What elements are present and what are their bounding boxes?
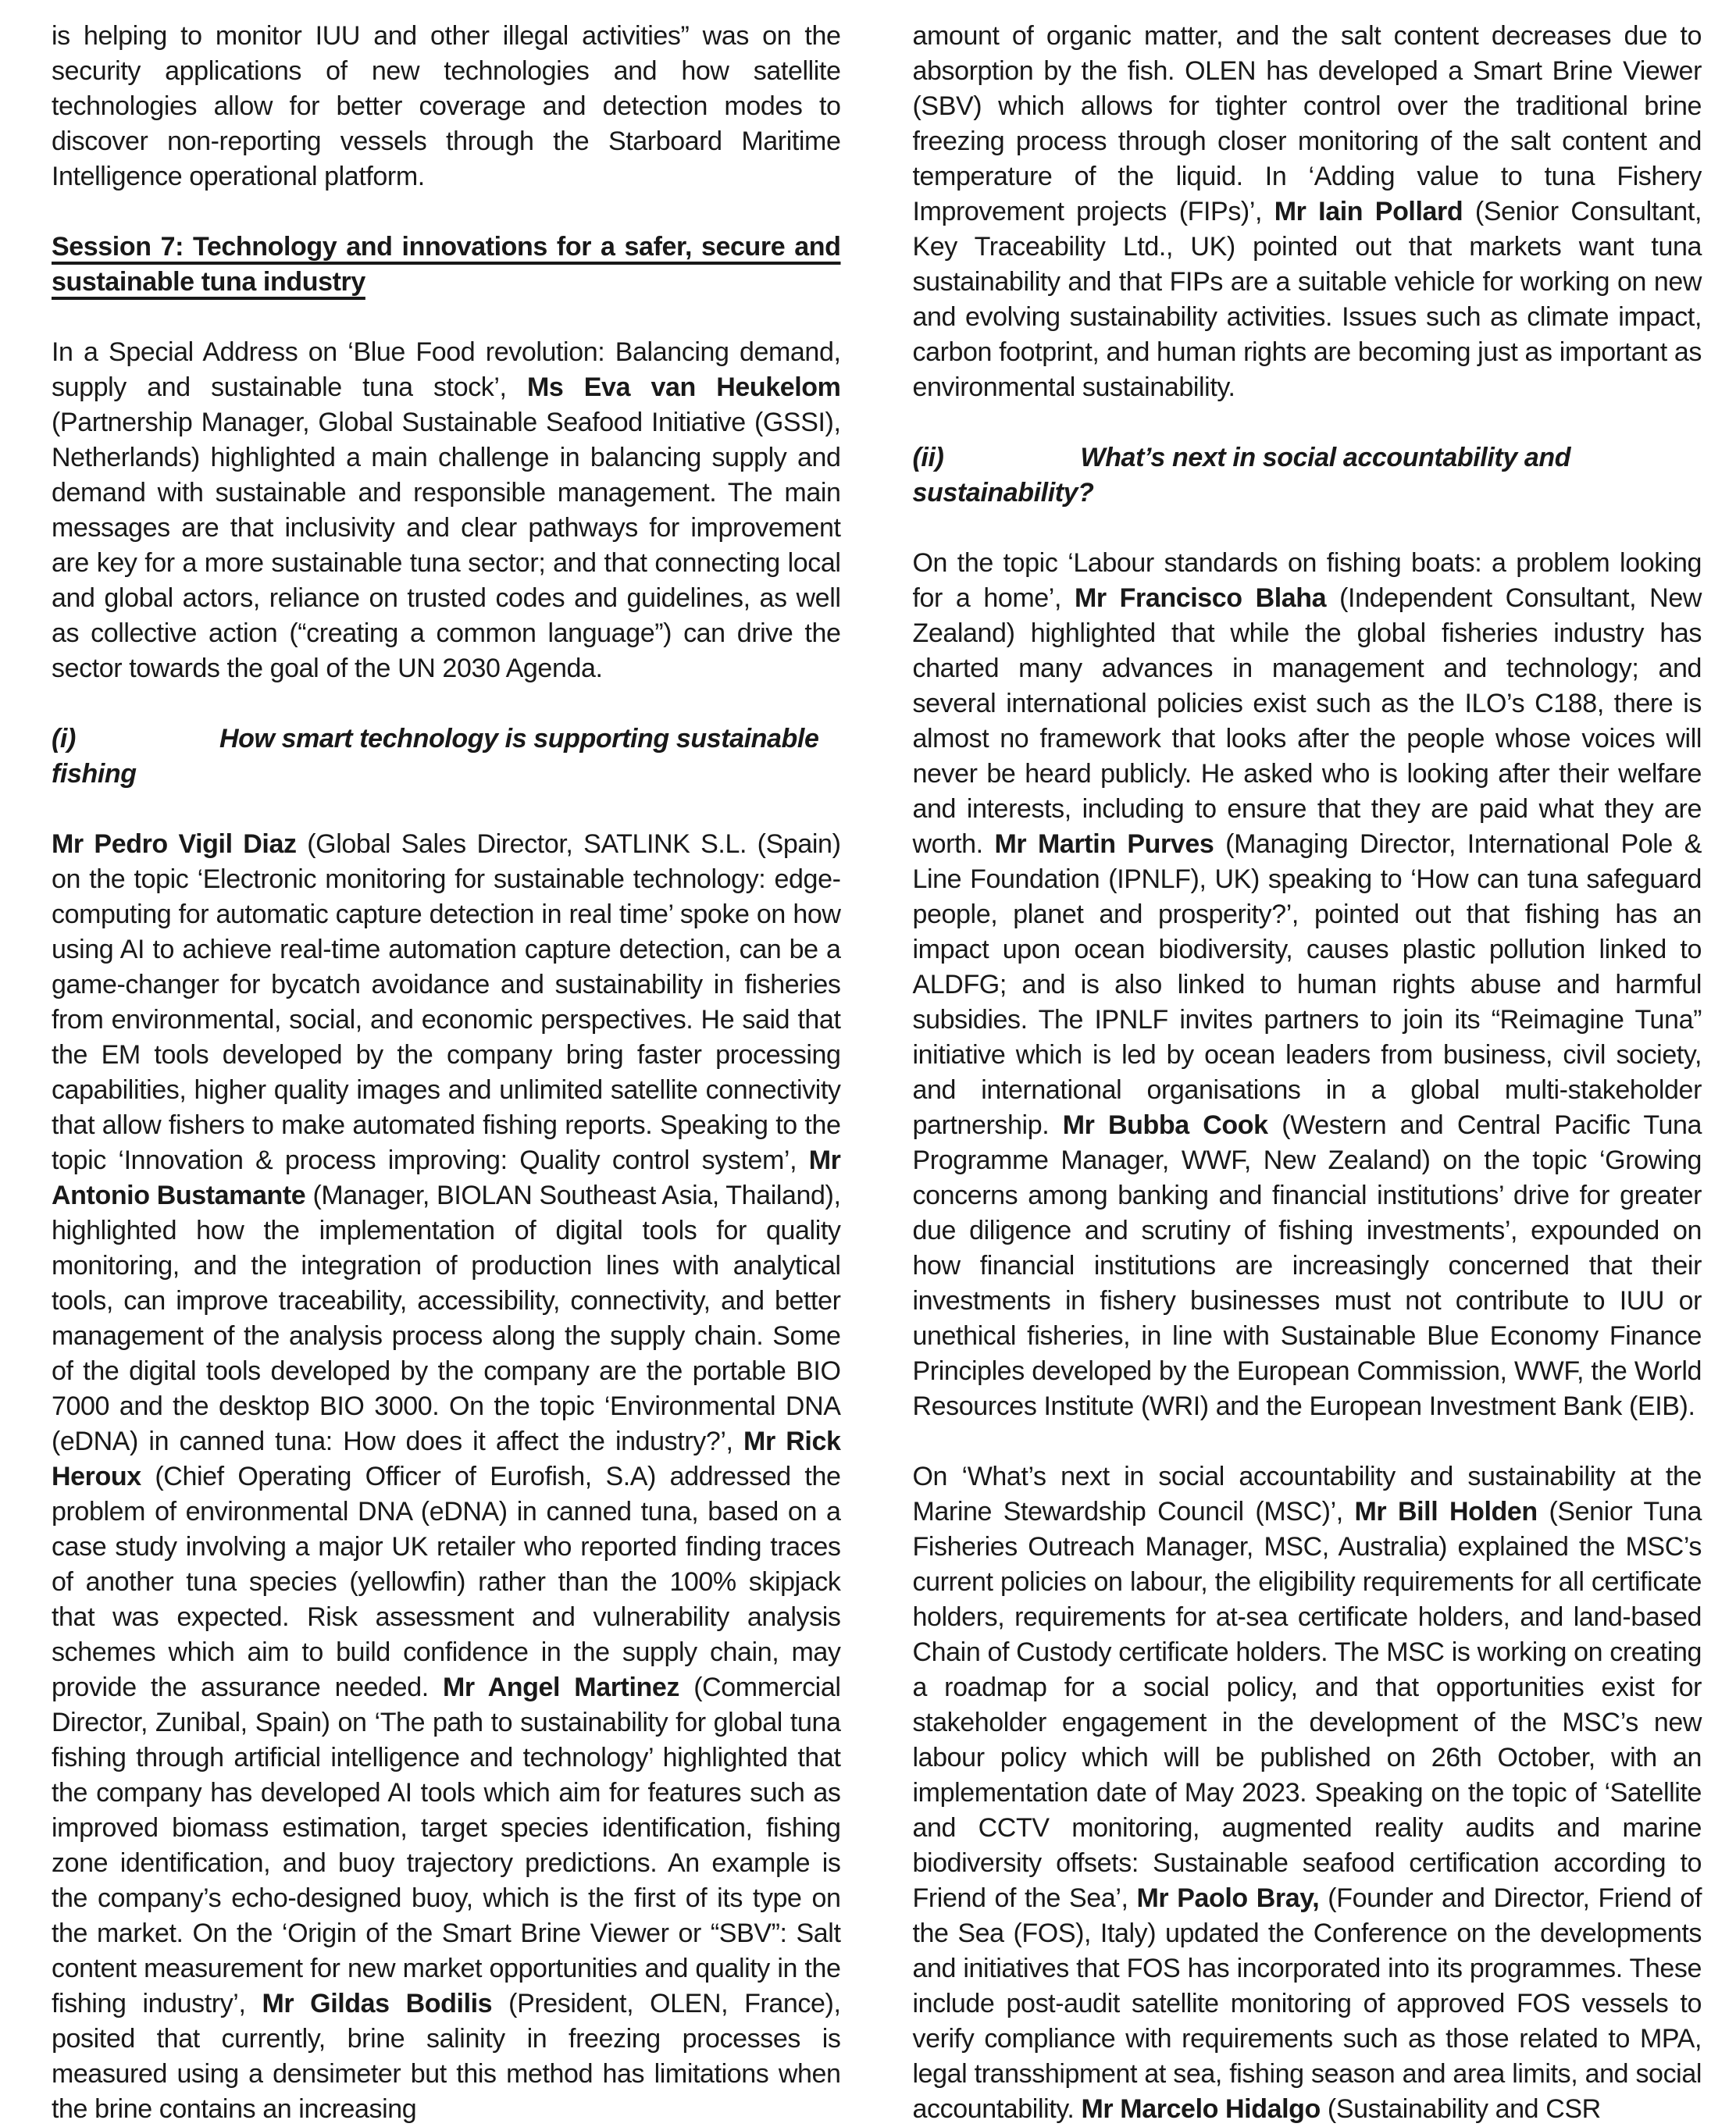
emphasis-text-run: Mr Gildas Bodilis [262, 1989, 493, 2018]
column-right [912, 19, 1702, 2124]
paragraph [913, 1459, 1702, 2127]
text-run: On the topic ‘Labour standards on fishing boats: a problem looking for a home’, [912, 548, 1702, 613]
paragraph [913, 546, 1702, 1424]
emphasis-text-run: Mr Angel Martinez [442, 1673, 680, 1702]
paragraph [52, 827, 841, 2127]
text-run: In a Special Address on ‘Blue Food revolution: Balancing demand, supply and sustainable tuna stock’, [52, 337, 841, 402]
text-run: (Independent Consultant, New Zealand) highlighted that while the global fisheries industry has charted many advances in management and technology; and several international policies exist such as the ILO’s C188, there is almost no framework that looks after the people whose voices will never be heard publicly. He asked who is looking after their welfare and interests, including to ensure that they are paid what they are worth. [912, 583, 1702, 859]
text-run: amount of organic matter, and the salt content decreases due to absorption by the fish. OLEN has developed a Smart Brine Viewer (SBV) which allows for tighter control over the traditional brine freezing process through closer monitoring of the salt content and temperature of the liquid. In ‘Adding value to tuna Fishery Improvement projects (FIPs)’, [912, 21, 1702, 226]
emphasis-text-run: Mr Bill Holden [1354, 1497, 1538, 1527]
emphasis-text-run: What’s next in social accountability and sustainability? [912, 443, 1571, 508]
text-run: (Senior Tuna Fisheries Outreach Manager, MSC, Australia) explained the MSC’s current policies on labour, the eligibility requirements for all certificate holders, requirements for at-sea certificate holders, and land-based Chain of Custody certificate holders. The MSC is working on creating a roadmap for a social policy, and that opportunities exist for stakeholder engagement in the development of the MSC’s new labour policy which will be published on 26th October, with an implementation date of May 2023. Speaking on the topic of ‘Satellite and CCTV monitoring, augmented reality audits and marine biodiversity offsets: Sustainable seafood certification according to Friend of the Sea’, [912, 1497, 1702, 1913]
subheading [52, 721, 841, 792]
subheading-label: (i) [52, 724, 76, 754]
text-run: is helping to monitor IUU and other illegal activities” was on the security applications of new technologies and how satellite technologies allow for better coverage and detection modes to discover non-reporting vessels through the Starboard Maritime Intelligence operational platform. [52, 21, 841, 191]
text-run: (Founder and Director, Friend of the Sea (FOS), Italy) updated the Conference on the developments and initiatives that FOS has incorporated into its programmes. These include post-audit satellite monitoring of approved FOS vessels to verify compliance with requirements such as those related to MPA, legal transshipment at sea, fishing season and area limits, and social accountability. [912, 1883, 1702, 2124]
emphasis-text-run: Mr Rick Heroux [52, 1427, 841, 1491]
emphasis-text-run: Session 7: Technology and innovations for a safer, secure and sustainable tuna industry [52, 232, 841, 297]
text-run: (Global Sales Director, SATLINK S.L. (Spain) on the topic ‘Electronic monitoring for sustainable technology: edge-computing for automatic capture detection in real time’ spoke on how using AI to achieve real-time automation capture detection, can be a game-changer for bycatch avoidance and sustainability in fisheries from environmental, social, and economic perspectives. He said that the EM tools developed by the company bring faster processing capabilities, higher quality images and unlimited satellite connectivity that allow fishers to make automated fishing reports. Speaking to the topic ‘Innovation & process improving: Quality control system’, [52, 829, 841, 1175]
emphasis-text-run: Mr Martin Purves [994, 829, 1214, 859]
emphasis-text-run: Ms Eva van Heukelom [526, 372, 841, 402]
emphasis-text-run: Mr Antonio Bustamante [52, 1145, 841, 1210]
emphasis-text-run: Mr Iain Pollard [1274, 197, 1463, 226]
text-run: On ‘What’s next in social accountability and sustainability at the Marine Stewardship Council (MSC)’, [912, 1462, 1702, 1527]
text-run: (Manager, BIOLAN Southeast Asia, Thailand), highlighted how the implementation of digital tools for quality monitoring, and the integration of production lines with analytical tools, can improve traceability, accessibility, connectivity, and better management of the analysis process along the supply chain. Some of the digital tools developed by the company are the portable BIO 7000 and the desktop BIO 3000. On the topic ‘Environmental DNA (eDNA) in canned tuna: How does it affect the industry?’, [52, 1181, 841, 1456]
text-run: (Western and Central Pacific Tuna Programme Manager, WWF, New Zealand) on the topic ‘Growing concerns among banking and financial institutions’ drive for greater due diligence and scrutiny of fishing investments’, expounded on how financial institutions are increasingly concerned that their investments in fishery businesses must not contribute to IUU or unethical fisheries, in line with Sustainable Blue Economy Finance Principles developed by the European Commission, WWF, the World Resources Institute (WRI) and the European Investment Bank (EIB). [912, 1110, 1702, 1421]
text-run: (Chief Operating Officer of Eurofish, S.A) addressed the problem of environmental DNA (eDNA) in canned tuna, based on a case study involving a major UK retailer who reported finding traces of another tuna species (yellowfin) rather than the 100% skipjack that was expected. Risk assessment and vulnerability analysis schemes which aim to build confidence in the supply chain, may provide the assurance needed. [52, 1462, 841, 1702]
subheading [913, 440, 1702, 511]
emphasis-text-run: How smart technology is supporting sustainable fishing [52, 724, 819, 789]
emphasis-text-run: Mr Pedro Vigil Diaz [52, 829, 297, 859]
text-run: (Commercial Director, Zunibal, Spain) on ‘The path to sustainability for global tuna fishing through artificial intelligence and technology’ highlighted that the company has developed AI tools which aim for features such as improved biomass estimation, target species identification, fishing zone identification, and buoy trajectory predictions. An example is the company’s echo-designed buoy, which is the first of its type on the market. On the ‘Origin of the Smart Brine Viewer or “SBV”: Salt content measurement for new market opportunities and quality in the fishing industry’, [52, 1673, 841, 2018]
emphasis-text-run: Mr Marcelo Hidalgo [1081, 2094, 1321, 2124]
text-run: (President, OLEN, France), posited that currently, brine salinity in freezing processes is measured using a densimeter but this method has limitations when the brine contains an increasing [52, 1989, 841, 2124]
text-run: (Partnership Manager, Global Sustainable Seafood Initiative (GSSI), Netherlands) highlighted a main challenge in balancing supply and demand with sustainable and responsible management. The main messages are that inclusivity and clear pathways for improvement are key for a more sustainable tuna sector; and that connecting local and global actors, reliance on trusted codes and guidelines, as well as collective action (“creating a common language”) can drive the sector towards the goal of the UN 2030 Agenda. [52, 408, 841, 683]
text-run: (Sustainability and CSR [1320, 2094, 1601, 2124]
emphasis-text-run: Mr Paolo Bray, [1136, 1883, 1320, 1913]
paragraph [913, 19, 1702, 405]
emphasis-text-run: Mr Bubba Cook [1062, 1110, 1268, 1140]
column-left [52, 19, 841, 2124]
text-run: (Senior Consultant, Key Traceability Ltd., UK) pointed out that markets want tuna sustainability and that FIPs are a suitable vehicle for working on new and evolving sustainability activities. Issues such as climate impact, carbon footprint, and human rights are becoming just as important as environmental sustainability. [912, 197, 1702, 402]
paragraph [52, 19, 841, 194]
text-run: (Managing Director, International Pole & Line Foundation (IPNLF), UK) speaking to ‘How can tuna safeguard people, planet and prosperity?’, pointed out that fishing has an impact upon ocean biodiversity, causes plastic pollution linked to ALDFG; and is also linked to human rights abuse and harmful subsidies. The IPNLF invites partners to join its “Reimagine Tuna” initiative which is led by ocean leaders from business, civil society, and international organisations in a global multi-stakeholder partnership. [912, 829, 1702, 1140]
emphasis-text-run: Mr Francisco Blaha [1074, 583, 1327, 613]
subheading-label: (ii) [912, 443, 944, 472]
paragraph [52, 335, 841, 686]
section-heading [52, 230, 841, 300]
